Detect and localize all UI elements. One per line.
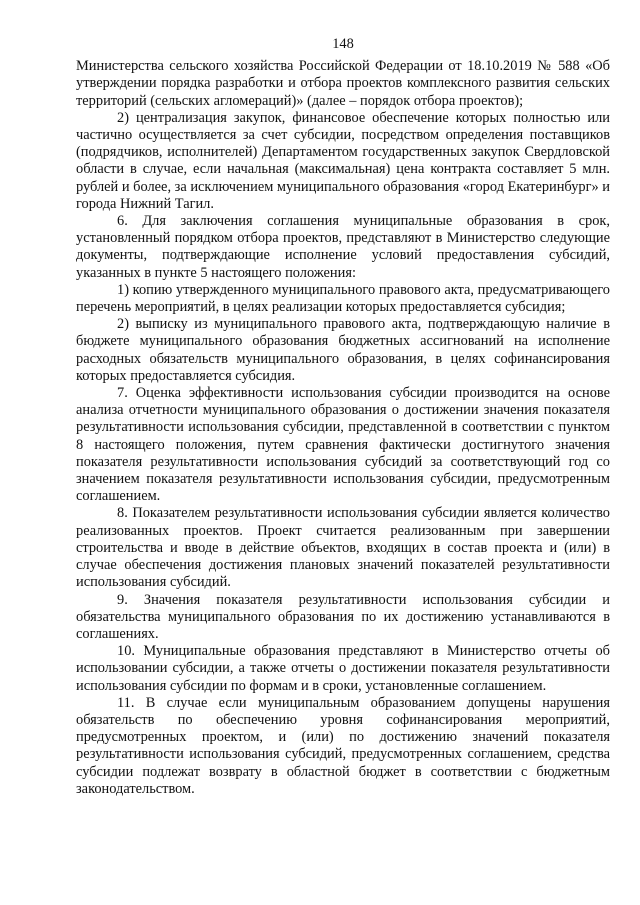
page-number: 148 — [332, 36, 354, 52]
paragraph-section-7: 7. Оценка эффективности использования субсидии производится на основе анализа отчетности муниципального образования о достижении значения показателя результативности использования субсидии, представленной в соответствии с пунктом 8 настоящего положения, путем сравнения фактически достигнутого значения показателя результативности использования субсидий за соответствующий год со значением показателя результативности использования субсидии, предусмотренным соглашением. — [76, 385, 610, 505]
paragraph-item-1-copy: 1) копию утвержденного муниципального правового акта, предусматривающего перечень мероприятий, в целях реализации которых предоставляется субсидия; — [76, 281, 610, 316]
paragraph-section-11: 11. В случае если муниципальным образованием допущены нарушения обязательств по обеспечению уровня софинансирования мероприятий, предусмотренных проектом, и (или) по достижению значений показателя результативности использования субсидий, предусмотренных соглашением, средства субсидии подлежат возврату в областной бюджет в соответствии с бюджетным законодательством. — [76, 694, 610, 797]
paragraph-section-10: 10. Муниципальные образования представляют в Министерство отчеты об использовании субсидии, а также отчеты о достижении показателя результативности использования субсидии по формам и в сроки, установленные соглашением. — [76, 643, 610, 694]
paragraph-item-2-centralization: 2) централизация закупок, финансовое обеспечение которых полностью или частично осуществляется за счет субсидии, посредством определения поставщиков (подрядчиков, исполнителей) Департаментом государственных закупок Свердловской области в случае, если начальная (максимальная) цена контракта составляет 5 млн. рублей и более, за исключением муниципального образования «город Екатеринбург» и города Нижний Тагил. — [76, 109, 610, 212]
paragraph-continuation: Министерства сельского хозяйства Российской Федерации от 18.10.2019 № 588 «Об утверждении порядка разработки и отбора проектов комплексного развития сельских территорий (сельских агломераций)» (далее – порядок отбора проектов); — [76, 58, 610, 109]
paragraph-section-6: 6. Для заключения соглашения муниципальные образования в срок, установленный порядком отбора проектов, представляют в Министерство следующие документы, подтверждающие исполнение условий предоставления субсидий, указанных в пункте 5 настоящего положения: — [76, 213, 610, 281]
paragraph-section-9: 9. Значения показателя результативности использования субсидии и обязательства муниципального образования по их достижению устанавливаются в соглашениях. — [76, 591, 610, 642]
paragraph-item-2-extract: 2) выписку из муниципального правового акта, подтверждающую наличие в бюджете муниципального образования бюджетных ассигнований на исполнение расходных обязательств муниципального образования, в целях софинансирования которых предоставляется субсидия. — [76, 316, 610, 384]
paragraph-section-8: 8. Показателем результативности использования субсидии является количество реализованных проектов. Проект считается реализованным при завершении строительства и вводе в действие объектов, входящих в состав проекта и (или) в случае обеспечения достижения плановых значений показателей результативности использования субсидий. — [76, 505, 610, 591]
document-page — [76, 36, 610, 798]
